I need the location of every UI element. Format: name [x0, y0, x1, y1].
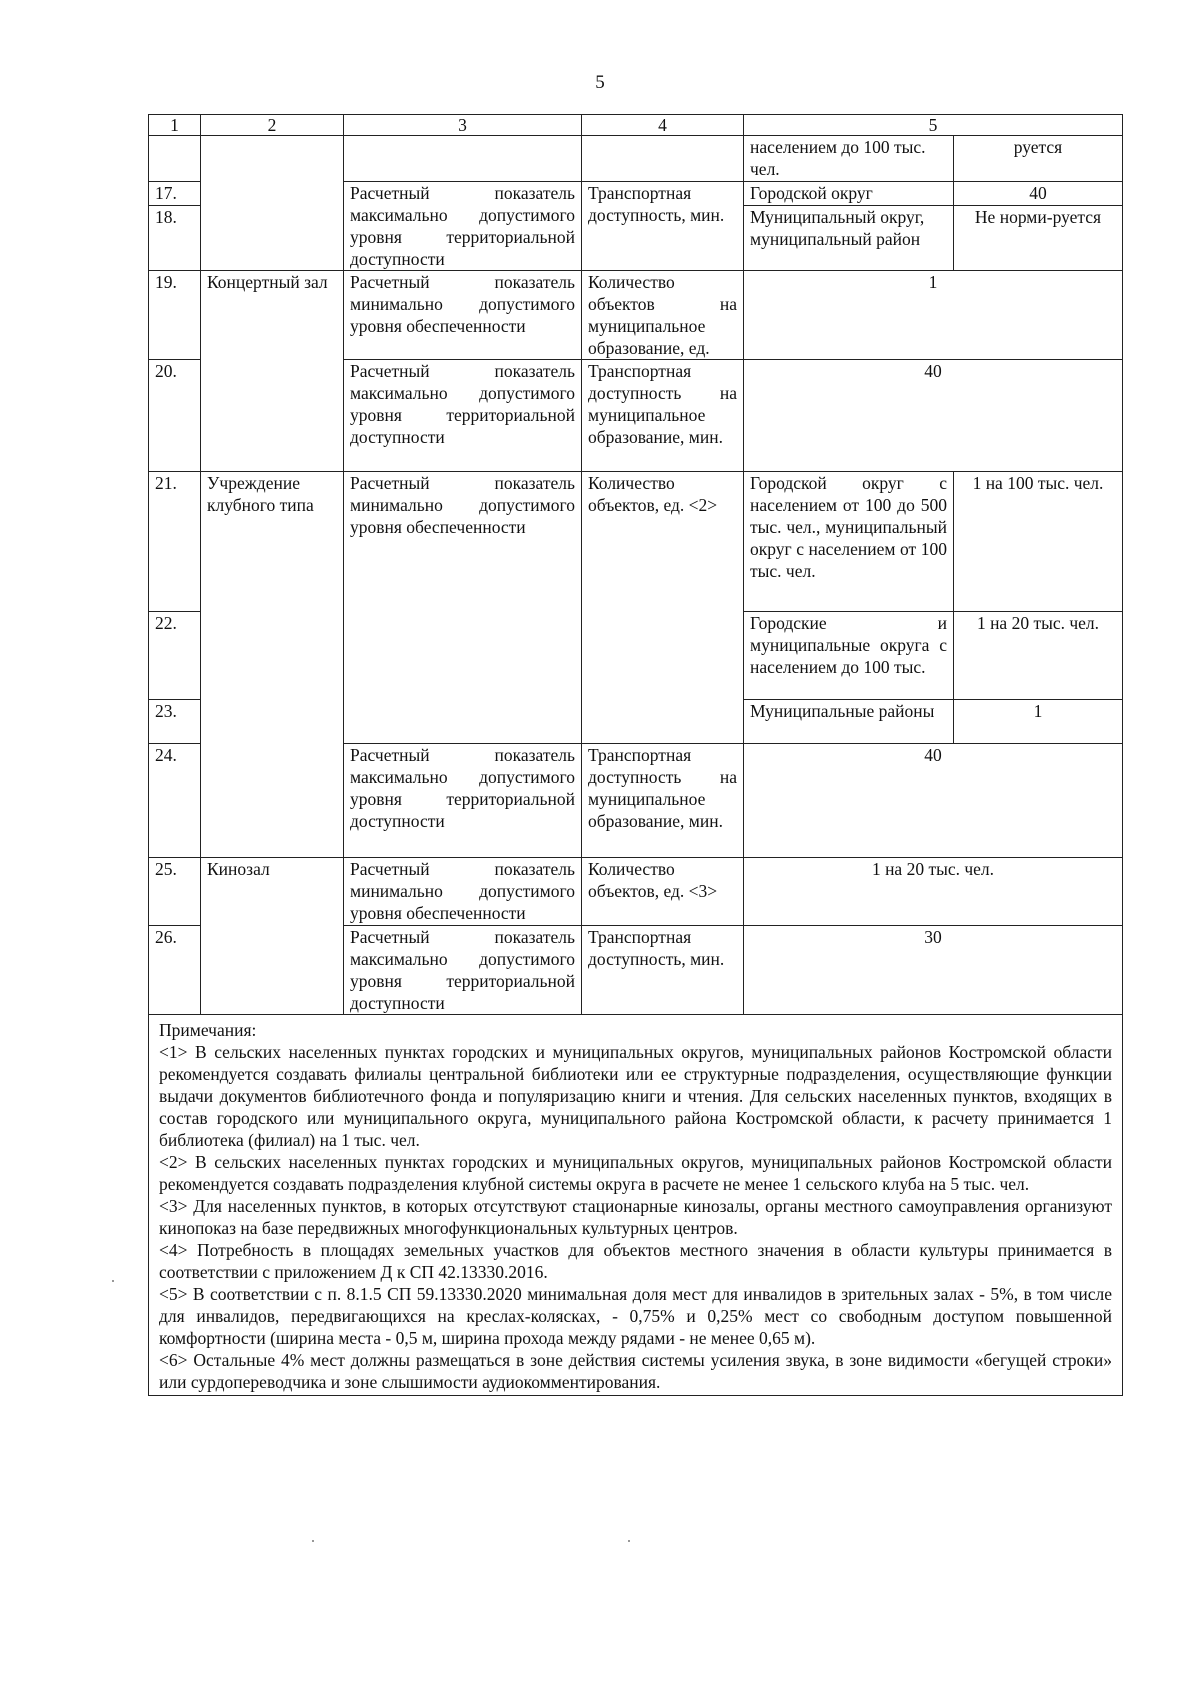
note-6: <6> Остальные 4% мест должны размещаться в зоне действия системы усиления звука, в зоне видимости «бегущей строки» или сурдопереводчика и зоне слышимости аудиокомментирования.	[159, 1350, 1112, 1392]
table-row-continued	[149, 136, 1123, 182]
cell-norm: 1	[954, 700, 1123, 744]
row-number: 24.	[149, 744, 201, 858]
cell-territory: Городской округ	[744, 182, 954, 206]
cell-unit: Количество объектов на муниципальное образование, ед.	[582, 271, 744, 360]
note-1: <1> В сельских населенных пунктах городских и муниципальных округов, муниципальных районов Костромской области рекомендуется создавать филиалы центральной библиотеки или ее структурные подразделения, осуществляющие функции выдачи документов библиотечного фонда и популяризацию книги и чтения. Для сельских населенных пунктов, входящих в состав городского или муниципального округа, муниципального района Костромской области, к расчету принимается 1 библиотека (филиал) на 1 тыс. чел.	[159, 1042, 1112, 1150]
note-5: <5> В соответствии с п. 8.1.5 СП 59.13330.2020 минимальная доля мест для инвалидов в зрительных залах - 5%, в том числе для инвалидов, передвигающихся на креслах-колясках, - 0,75% и 0,25% мест со свободным доступом повышенной комфортности (ширина места - 0,5 м, ширина прохода между рядами - не менее 0,65 м).	[159, 1284, 1112, 1348]
note-4: <4> Потребность в площадях земельных участков для объектов местного значения в области культуры принимается в соответствии с приложением Д к СП 42.13330.2016.	[159, 1240, 1112, 1282]
row-number: 20.	[149, 360, 201, 472]
cell-value: 30	[744, 926, 1123, 1015]
cell-indicator: Расчетный показатель минимально допустимого уровня обеспеченности	[344, 858, 582, 926]
column-header-4: 4	[582, 115, 744, 136]
cell-value: 40	[744, 360, 1123, 472]
column-header-3: 3	[344, 115, 582, 136]
cell-unit: Транспортная доступность, мин.	[582, 182, 744, 271]
table-row-19	[149, 271, 1123, 360]
row-number: 19.	[149, 271, 201, 360]
column-header-row	[149, 115, 1123, 136]
note-3: <3> Для населенных пунктов, в которых отсутствуют стационарные кинозалы, органы местного самоуправления организуют кинопоказ на базе передвижных многофункциональных культурных центров.	[159, 1196, 1112, 1238]
cell-indicator: Расчетный показатель максимально допустимого уровня территориальной доступности	[344, 182, 582, 271]
row-number: 23.	[149, 700, 201, 744]
cell-object-type: Концертный зал	[201, 271, 344, 472]
table-row-21	[149, 472, 1123, 612]
scan-speck	[112, 1280, 114, 1282]
notes-section	[149, 1015, 1123, 1396]
cell-value: 40	[744, 744, 1123, 858]
cell-indicator: Расчетный показатель максимально допустимого уровня территориальной доступности	[344, 926, 582, 1015]
column-header-1: 1	[149, 115, 201, 136]
column-header-2: 2	[201, 115, 344, 136]
norms-table	[148, 114, 1123, 1396]
cell-norm: 40	[954, 182, 1123, 206]
cell-value: 1	[744, 271, 1123, 360]
scan-speck	[628, 1540, 630, 1542]
cell-territory: Муниципальный округ, муниципальный район	[744, 205, 954, 270]
cell-unit: Транспортная доступность, мин.	[582, 926, 744, 1015]
cell-indicator: Расчетный показатель максимально допустимого уровня территориальной доступности	[344, 744, 582, 858]
cell-unit: Количество объектов, ед. <2>	[582, 472, 744, 744]
cell-object-type: Кинозал	[201, 858, 344, 1015]
cell-value: 1 на 20 тыс. чел.	[744, 858, 1123, 926]
table-row-25	[149, 858, 1123, 926]
column-header-5: 5	[744, 115, 1123, 136]
cell-territory: Муниципальные районы	[744, 700, 954, 744]
page-number: 5	[595, 72, 605, 93]
note-2: <2> В сельских населенных пунктах городских и муниципальных округов, муниципальных районов Костромской области рекомендуется создавать подразделения клубной системы округа в расчете не менее 1 сельского клуба на 5 тыс. чел.	[159, 1152, 1112, 1194]
cell-object-type: Учреждение клубного типа	[201, 472, 344, 858]
cell-norm: 1 на 20 тыс. чел.	[954, 612, 1123, 700]
cell-indicator: Расчетный показатель минимально допустимого уровня обеспеченности	[344, 472, 582, 744]
cell-unit: Транспортная доступность на муниципальное образование, мин.	[582, 744, 744, 858]
cell-territory: населением до 100 тыс. чел.	[744, 136, 954, 182]
cell-unit: Количество объектов, ед. <3>	[582, 858, 744, 926]
row-number: 22.	[149, 612, 201, 700]
cell-norm: Не норми-руется	[954, 205, 1123, 270]
notes-row	[149, 1015, 1123, 1396]
cell-unit: Транспортная доступность на муниципальное образование, мин.	[582, 360, 744, 472]
row-number: 26.	[149, 926, 201, 1015]
notes-title: Примечания:	[159, 1020, 257, 1040]
cell-norm: 1 на 100 тыс. чел.	[954, 472, 1123, 612]
cell-norm: руется	[954, 136, 1123, 182]
cell-territory: Городской округ с населением от 100 до 500 тыс. чел., муниципальный округ с населением от 100 тыс. чел.	[744, 472, 954, 612]
scan-speck	[312, 1540, 314, 1542]
cell-indicator: Расчетный показатель максимально допустимого уровня территориальной доступности	[344, 360, 582, 472]
cell-territory: Городские и муниципальные округа с населением до 100 тыс.	[744, 612, 954, 700]
row-number: 25.	[149, 858, 201, 926]
row-number: 17.	[149, 182, 201, 206]
cell-indicator: Расчетный показатель минимально допустимого уровня обеспеченности	[344, 271, 582, 360]
row-number: 21.	[149, 472, 201, 612]
row-number: 18.	[149, 205, 201, 270]
